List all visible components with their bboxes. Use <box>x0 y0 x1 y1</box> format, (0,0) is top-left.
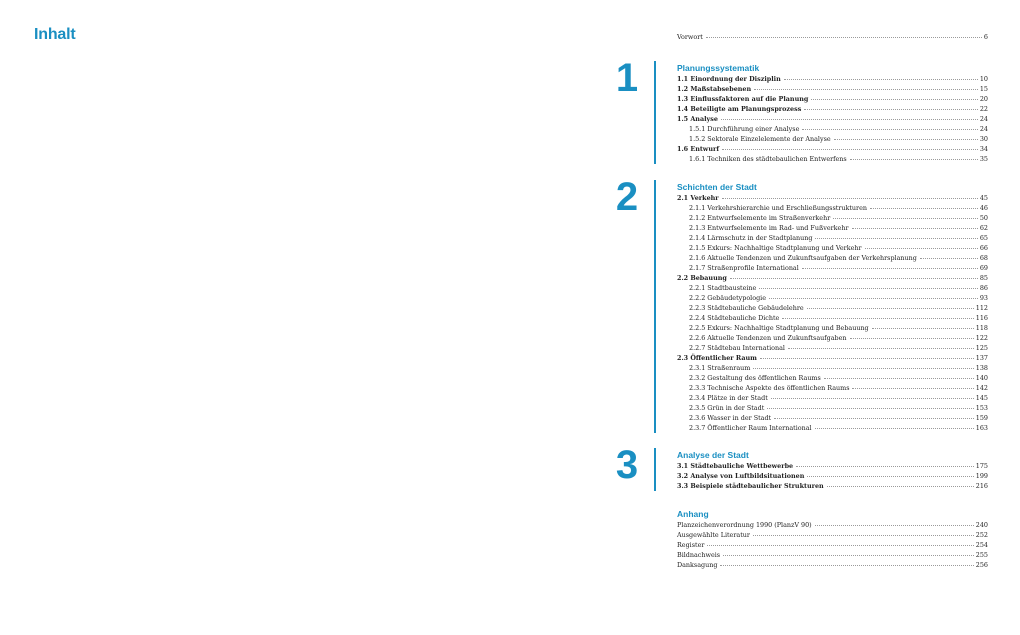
toc-entry-page: 216 <box>975 482 988 490</box>
toc-entry-page: 46 <box>979 204 988 212</box>
leader-dots <box>807 476 973 477</box>
toc-entry[interactable] <box>677 203 988 213</box>
toc-appendix <box>677 508 988 570</box>
section-entries <box>677 74 988 164</box>
toc-entry-page: 85 <box>979 274 988 282</box>
toc-entry-label: 1.5 Analyse <box>677 115 718 123</box>
toc-entry[interactable] <box>677 114 988 124</box>
toc-entry-page: 240 <box>975 521 988 529</box>
toc-entry[interactable] <box>677 471 988 481</box>
leader-dots <box>815 428 974 429</box>
leader-dots <box>759 288 978 289</box>
table-of-contents <box>615 32 988 570</box>
toc-entry[interactable] <box>677 540 988 550</box>
toc-entry-page: 62 <box>979 224 988 232</box>
toc-entry-page: 93 <box>979 294 988 302</box>
toc-entry[interactable] <box>677 84 988 94</box>
toc-entry-page: 199 <box>975 472 988 480</box>
section-entries <box>677 193 988 433</box>
toc-entry[interactable] <box>677 481 988 491</box>
toc-entry-label: 2.3.7 Öffentlicher Raum International <box>689 424 812 432</box>
toc-entry[interactable] <box>677 343 988 353</box>
toc-entry-label: 1.1 Einordnung der Disziplin <box>677 75 781 83</box>
leader-dots <box>753 368 973 369</box>
leader-dots <box>782 318 973 319</box>
section-heading: Analyse der Stadt <box>677 450 749 460</box>
toc-entry[interactable] <box>677 413 988 423</box>
section-number: 3 <box>615 443 639 487</box>
toc-entry-label: Danksagung <box>677 561 718 569</box>
leader-dots <box>722 198 978 199</box>
toc-entry-label: 1.2 Maßstabsebenen <box>677 85 752 93</box>
toc-entry-label: 2.3 Öffentlicher Raum <box>677 354 757 362</box>
leader-dots <box>774 418 974 419</box>
toc-entry-page: 86 <box>979 284 988 292</box>
toc-entry-page: 69 <box>979 264 988 272</box>
toc-entry-label: 2.3.1 Straßenraum <box>689 364 751 372</box>
leader-dots <box>753 535 974 536</box>
toc-entry-page: 137 <box>975 354 988 362</box>
toc-entry-page: 24 <box>979 125 988 133</box>
toc-entry[interactable] <box>677 530 988 540</box>
leader-dots <box>720 565 973 566</box>
toc-entry[interactable] <box>677 94 988 104</box>
toc-entry[interactable] <box>677 124 988 134</box>
toc-entry-label: 1.4 Beteiligte am Planungsprozess <box>677 105 802 113</box>
toc-entry-page: 159 <box>975 414 988 422</box>
toc-entry[interactable] <box>677 353 988 363</box>
toc-entry-label: 2.1.5 Exkurs: Nachhaltige Stadtplanung und Verkehr <box>689 244 862 252</box>
toc-entry-page: 68 <box>979 254 988 262</box>
toc-entry[interactable] <box>677 233 988 243</box>
toc-entry-page: 255 <box>975 551 988 559</box>
leader-dots <box>850 159 978 160</box>
toc-entry[interactable] <box>677 193 988 203</box>
toc-entry-page: 10 <box>979 75 988 83</box>
toc-entry-label: 1.5.2 Sektorale Einzelelemente der Analyse <box>689 135 831 143</box>
leader-dots <box>833 218 978 219</box>
leader-dots <box>760 358 974 359</box>
toc-entry-label: 2.3.5 Grün in der Stadt <box>689 404 765 412</box>
toc-entry-page: 256 <box>975 561 988 569</box>
toc-entry[interactable] <box>677 363 988 373</box>
leader-dots <box>920 258 978 259</box>
leader-dots <box>730 278 978 279</box>
leader-dots <box>802 268 978 269</box>
section-divider-bar <box>654 61 656 164</box>
toc-entry-label: Planzeichenverordnung 1990 (PlanzV 90) <box>677 521 812 529</box>
toc-entry[interactable] <box>677 383 988 393</box>
toc-entry-vorwort[interactable] <box>677 32 988 42</box>
toc-entry-label: 2.1.6 Aktuelle Tendenzen und Zukunftsaufgaben der Verkehrsplanung <box>689 254 917 262</box>
toc-entry-label: Vorwort <box>677 33 703 41</box>
leader-dots <box>872 328 974 329</box>
toc-entry-page: 254 <box>975 541 988 549</box>
toc-entry-label: 2.1.1 Verkehrshierarchie und Erschließungsstrukturen <box>689 204 867 212</box>
toc-entry-page: 34 <box>979 145 988 153</box>
toc-entry-page: 252 <box>975 531 988 539</box>
leader-dots <box>807 308 974 309</box>
toc-entry-label: 2.1.7 Straßenprofile International <box>689 264 799 272</box>
toc-entry[interactable] <box>677 461 988 471</box>
leader-dots <box>722 149 978 150</box>
toc-entry-page: 22 <box>979 105 988 113</box>
toc-entry-label: 1.3 Einflussfaktoren auf die Planung <box>677 95 809 103</box>
leader-dots <box>834 139 978 140</box>
leader-dots <box>796 466 974 467</box>
leader-dots <box>865 248 978 249</box>
section-heading: Planungssystematik <box>677 63 760 73</box>
toc-entry-label: 3.2 Analyse von Luftbildsituationen <box>677 472 805 480</box>
toc-entry-page: 118 <box>975 324 988 332</box>
leader-dots <box>754 89 978 90</box>
toc-entry-page: 30 <box>979 135 988 143</box>
toc-entry-page: 35 <box>979 155 988 163</box>
toc-entry[interactable] <box>677 283 988 293</box>
toc-entry-label: Bildnachweis <box>677 551 721 559</box>
leader-dots <box>870 208 978 209</box>
toc-entry-page: 175 <box>975 462 988 470</box>
toc-entry-label: 2.2 Bebauung <box>677 274 727 282</box>
toc-entry[interactable] <box>677 393 988 403</box>
toc-entry[interactable] <box>677 134 988 144</box>
leader-dots <box>824 378 974 379</box>
section-divider-bar <box>654 448 656 491</box>
toc-entry-page: 125 <box>975 344 988 352</box>
leader-dots <box>804 109 978 110</box>
toc-entry-label: 2.3.6 Wasser in der Stadt <box>689 414 772 422</box>
toc-entry-label: 2.3.2 Gestaltung des öffentlichen Raums <box>689 374 821 382</box>
section-number: 2 <box>615 175 639 219</box>
toc-entry-label: 2.1.3 Entwurfselemente im Rad- und Fußverkehr <box>689 224 849 232</box>
toc-entry-label: 2.1.2 Entwurfselemente im Straßenverkehr <box>689 214 831 222</box>
leader-dots <box>706 37 982 38</box>
toc-entry[interactable] <box>677 74 988 84</box>
leader-dots <box>771 398 974 399</box>
toc-entry-label: 2.2.2 Gebäudetypologie <box>689 294 766 302</box>
leader-dots <box>707 545 973 546</box>
leader-dots <box>815 525 974 526</box>
toc-entry-page: 6 <box>983 33 988 41</box>
toc-entry-page: 145 <box>975 394 988 402</box>
leader-dots <box>721 119 978 120</box>
toc-entry[interactable] <box>677 560 988 570</box>
toc-entry-page: 116 <box>975 314 988 322</box>
toc-entry[interactable] <box>677 263 988 273</box>
toc-entry-page: 50 <box>979 214 988 222</box>
leader-dots <box>723 555 974 556</box>
section-heading: Schichten der Stadt <box>677 182 757 192</box>
leader-dots <box>852 228 978 229</box>
toc-entry-label: Register <box>677 541 705 549</box>
leader-dots <box>852 388 973 389</box>
toc-entry-page: 15 <box>979 85 988 93</box>
toc-entry-page: 163 <box>975 424 988 432</box>
appendix-entries <box>677 520 988 570</box>
toc-entry-page: 66 <box>979 244 988 252</box>
toc-section <box>615 56 988 164</box>
toc-entry[interactable] <box>677 144 988 154</box>
toc-section <box>615 175 988 433</box>
toc-entry-page: 140 <box>975 374 988 382</box>
toc-entry-label: 2.2.6 Aktuelle Tendenzen und Zukunftsaufgaben <box>689 334 847 342</box>
toc-entry[interactable] <box>677 333 988 343</box>
toc-entry-label: 2.3.4 Plätze in der Stadt <box>689 394 768 402</box>
section-entries <box>677 461 988 491</box>
toc-entry-label: 2.2.7 Städtebau International <box>689 344 785 352</box>
toc-entry-page: 112 <box>975 304 988 312</box>
leader-dots <box>850 338 974 339</box>
toc-entry[interactable] <box>677 154 988 164</box>
toc-entry-label: 2.2.1 Stadtbausteine <box>689 284 757 292</box>
toc-entry-label: 2.2.5 Exkurs: Nachhaltige Stadtplanung und Bebauung <box>689 324 869 332</box>
toc-entry-label: 2.2.4 Städtebauliche Dichte <box>689 314 780 322</box>
leader-dots <box>784 79 978 80</box>
toc-entry-label: 3.3 Beispiele städtebaulicher Strukturen <box>677 482 824 490</box>
toc-entry[interactable] <box>677 243 988 253</box>
toc-entry-label: 2.2.3 Städtebauliche Gebäudelehre <box>689 304 804 312</box>
toc-entry-label: 3.1 Städtebauliche Wettbewerbe <box>677 462 794 470</box>
toc-entry[interactable] <box>677 104 988 114</box>
toc-entry-label: 1.6 Entwurf <box>677 145 720 153</box>
toc-entry-label: 2.3.3 Technische Aspekte des öffentlichen Raums <box>689 384 850 392</box>
toc-entry[interactable] <box>677 213 988 223</box>
leader-dots <box>767 408 974 409</box>
leader-dots <box>769 298 978 299</box>
appendix-heading: Anhang <box>677 509 709 519</box>
toc-entry-page: 65 <box>979 234 988 242</box>
toc-entry-label: 2.1.4 Lärmschutz in der Stadtplanung <box>689 234 813 242</box>
toc-entry-page: 122 <box>975 334 988 342</box>
page-title: Inhalt <box>34 26 76 43</box>
section-number: 1 <box>615 56 639 100</box>
toc-entry[interactable] <box>677 303 988 313</box>
leader-dots <box>811 99 978 100</box>
section-divider-bar <box>654 180 656 433</box>
toc-entry-label: 1.6.1 Techniken des städtebaulichen Entwerfens <box>689 155 847 163</box>
toc-entry-page: 138 <box>975 364 988 372</box>
toc-entry[interactable] <box>677 403 988 413</box>
toc-entry-page: 24 <box>979 115 988 123</box>
leader-dots <box>827 486 974 487</box>
toc-entry-label: 2.1 Verkehr <box>677 194 719 202</box>
toc-entry-label: 1.5.1 Durchführung einer Analyse <box>689 125 800 133</box>
toc-entry[interactable] <box>677 253 988 263</box>
toc-entry[interactable] <box>677 550 988 560</box>
toc-entry-page: 153 <box>975 404 988 412</box>
toc-entry[interactable] <box>677 223 988 233</box>
toc-section <box>615 443 988 491</box>
toc-entry-page: 142 <box>975 384 988 392</box>
toc-entry-page: 20 <box>979 95 988 103</box>
toc-entry[interactable] <box>677 313 988 323</box>
leader-dots <box>815 238 977 239</box>
toc-entry[interactable] <box>677 293 988 303</box>
toc-entry[interactable] <box>677 423 988 433</box>
toc-entry-label: Ausgewählte Literatur <box>677 531 750 539</box>
toc-entry[interactable] <box>677 323 988 333</box>
toc-entry-page: 45 <box>979 194 988 202</box>
leader-dots <box>788 348 974 349</box>
toc-entry[interactable] <box>677 373 988 383</box>
leader-dots <box>802 129 978 130</box>
toc-entry[interactable] <box>677 273 988 283</box>
toc-entry[interactable] <box>677 520 988 530</box>
